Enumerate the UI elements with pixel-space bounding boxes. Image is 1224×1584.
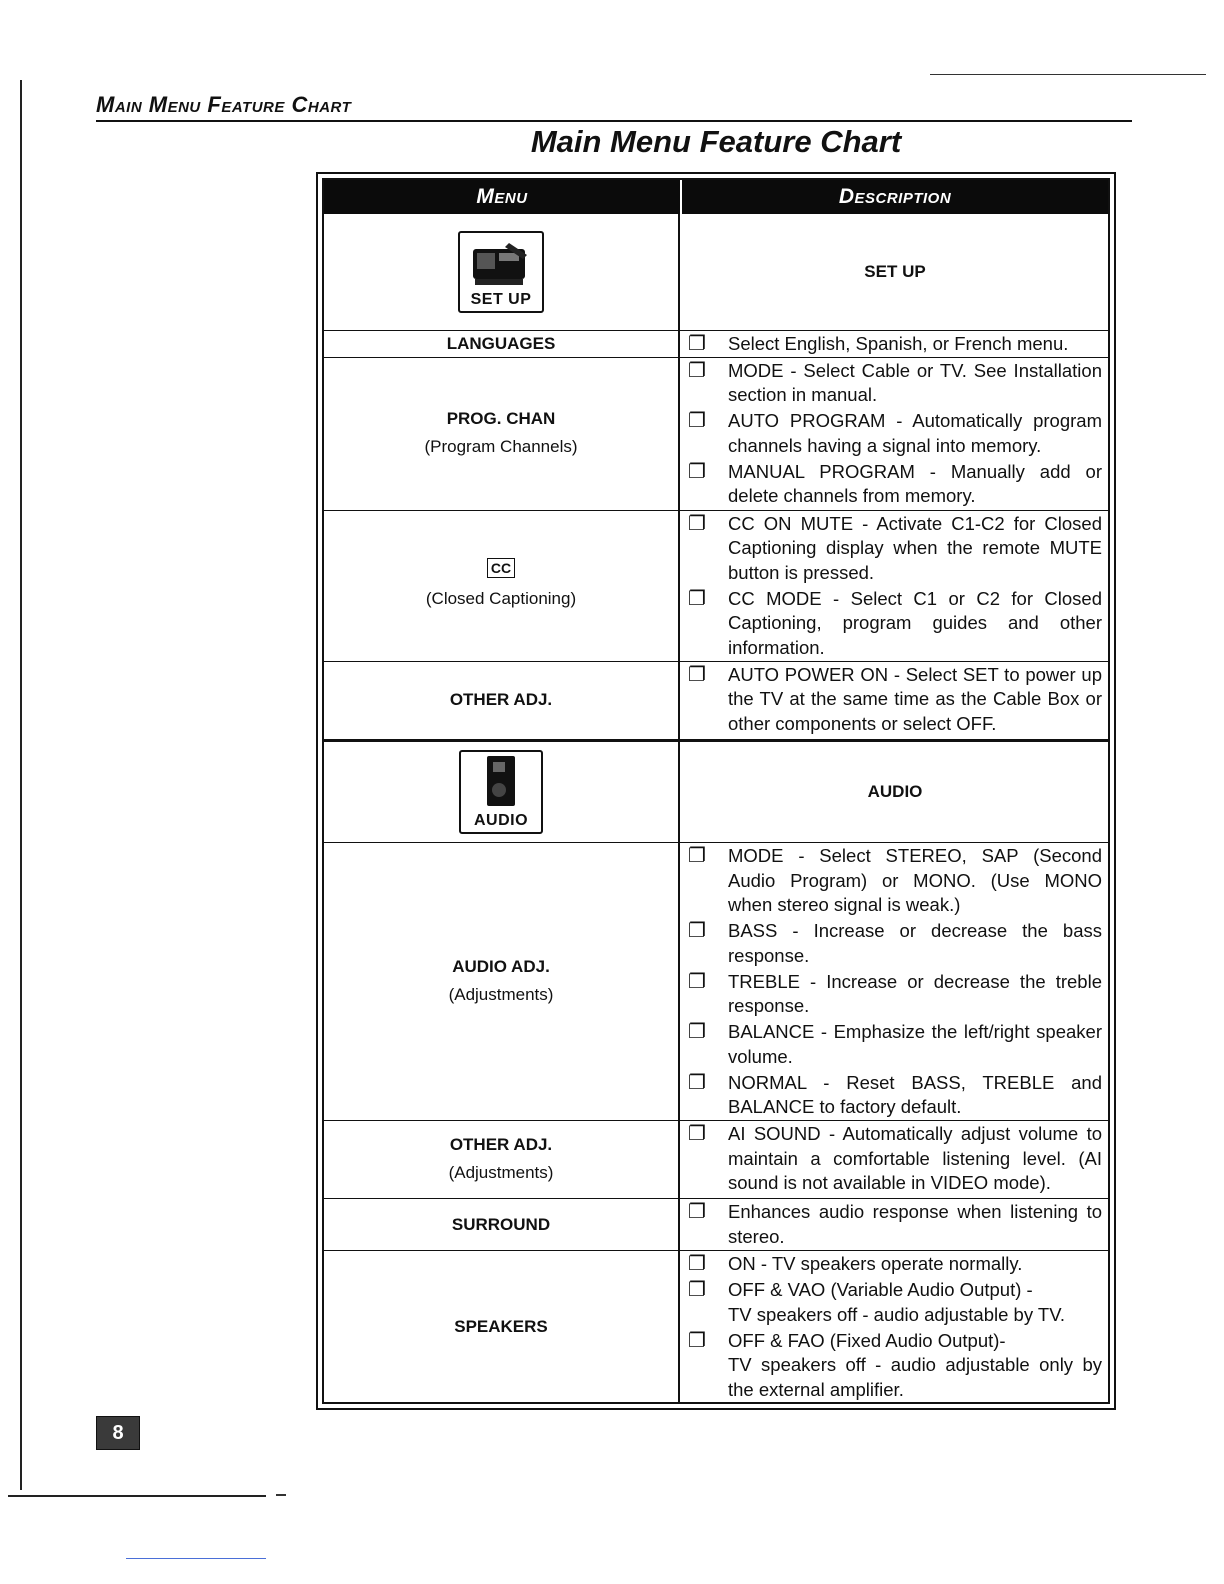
menu-name-audio-adj: AUDIO ADJ. xyxy=(452,956,550,976)
setup-icon-label: SET UP xyxy=(470,290,532,308)
list-item: ❐ AUTO POWER ON - Select SET to power up the TV at the same time as the Cable Box or other components or select OFF. xyxy=(688,663,1102,737)
list-item: ❐ MODE - Select STEREO, SAP (Second Audio Program) or MONO. (Use MONO when stereo signal is weak.) xyxy=(688,844,1102,918)
setup-section-description: SET UP xyxy=(864,261,926,281)
menu-name-speakers: SPEAKERS xyxy=(454,1316,548,1336)
checkbox-icon: ❐ xyxy=(688,970,706,993)
checkbox-icon: ❐ xyxy=(688,332,706,355)
tv-setup-icon xyxy=(469,239,533,289)
speaker-icon xyxy=(481,754,521,810)
table-row-languages xyxy=(324,330,1108,357)
checkbox-icon: ❐ xyxy=(688,512,706,535)
audio-menu-icon xyxy=(459,750,543,834)
table-row-surround xyxy=(324,1198,1108,1250)
table-row-audio-adj xyxy=(324,842,1108,1120)
header-menu: Menu xyxy=(324,180,682,214)
table-row-other-adj-setup xyxy=(324,661,1108,739)
table-row-prog-chan xyxy=(324,357,1108,510)
menu-sub-audio-adj: (Adjustments) xyxy=(448,984,554,1004)
list-item: ❐ AI SOUND - Automatically adjust volume to maintain a comfortable listening level. (AI sound is not available in VIDEO mode). xyxy=(688,1122,1102,1196)
checkbox-icon: ❐ xyxy=(688,1071,706,1094)
bottom-blue-rule xyxy=(126,1558,266,1559)
list-item: ❐ AUTO PROGRAM - Automatically program channels having a signal into memory. xyxy=(688,409,1102,458)
checkbox-icon: ❐ xyxy=(688,663,706,686)
feature-chart-table xyxy=(316,172,1116,1410)
menu-sub-cc: (Closed Captioning) xyxy=(425,588,577,608)
table-row-audio-section xyxy=(324,739,1108,843)
list-item: ❐ OFF & FAO (Fixed Audio Output)- TV speakers off - audio adjustable only by the external amplifier. xyxy=(688,1329,1102,1403)
checkbox-icon: ❐ xyxy=(688,410,706,433)
list-item: ❐ TREBLE - Increase or decrease the treble response. xyxy=(688,970,1102,1019)
menu-name-prog-chan: PROG. CHAN xyxy=(446,408,556,428)
menu-sub-other-adj-audio: (Adjustments) xyxy=(448,1162,554,1182)
bottom-rule xyxy=(8,1495,266,1497)
section-title: Main Menu Feature Chart xyxy=(96,92,1132,122)
list-item: ❐ OFF & VAO (Variable Audio Output) - TV speakers off - audio adjustable by TV. xyxy=(688,1278,1102,1327)
table-row-closed-captioning xyxy=(324,510,1108,661)
list-item: ❐ Select English, Spanish, or French menu. xyxy=(688,332,1069,355)
list-item: ❐ CC ON MUTE - Activate C1-C2 for Closed Captioning display when the remote MUTE button is pressed. xyxy=(688,512,1102,586)
setup-menu-icon xyxy=(458,231,544,313)
left-margin-rule xyxy=(20,80,22,1490)
checkbox-icon: ❐ xyxy=(688,1253,706,1276)
audio-icon-label: AUDIO xyxy=(473,811,529,829)
header-description: Description xyxy=(838,184,952,208)
list-item: ❐ CC MODE - Select C1 or C2 for Closed Captioning, program guides and other information. xyxy=(688,587,1102,661)
list-item: ❐ MANUAL PROGRAM - Manually add or delete channels from memory. xyxy=(688,460,1102,509)
checkbox-icon: ❐ xyxy=(688,1329,706,1352)
menu-name-other-adj-audio: OTHER ADJ. xyxy=(449,1134,553,1154)
checkbox-icon: ❐ xyxy=(688,587,706,610)
checkbox-icon: ❐ xyxy=(688,845,706,868)
checkbox-icon: ❐ xyxy=(688,1279,706,1302)
list-item: ❐ Enhances audio response when listening to stereo. xyxy=(688,1200,1102,1249)
bottom-dash xyxy=(276,1494,286,1496)
list-item: ❐ NORMAL - Reset BASS, TREBLE and BALANCE to factory default. xyxy=(688,1071,1102,1120)
cc-icon: CC xyxy=(487,558,515,578)
menu-sub-prog-chan: (Program Channels) xyxy=(424,436,578,456)
menu-name-surround: SURROUND xyxy=(451,1214,551,1234)
menu-name-other-adj: OTHER ADJ. xyxy=(449,690,553,710)
table-row-speakers xyxy=(324,1250,1108,1402)
list-item: ❐ BASS - Increase or decrease the bass response. xyxy=(688,919,1102,968)
audio-section-description: AUDIO xyxy=(867,781,923,801)
table-row-other-adj-audio xyxy=(324,1120,1108,1198)
list-item: ❐ ON - TV speakers operate normally. xyxy=(688,1253,1023,1276)
menu-name-languages: LANGUAGES xyxy=(446,333,556,353)
checkbox-icon: ❐ xyxy=(688,460,706,483)
list-item: ❐ MODE - Select Cable or TV. See Installation section in manual. xyxy=(688,359,1102,408)
checkbox-icon: ❐ xyxy=(688,1123,706,1146)
checkbox-icon: ❐ xyxy=(688,359,706,382)
checkbox-icon: ❐ xyxy=(688,920,706,943)
checkbox-icon: ❐ xyxy=(688,1021,706,1044)
checkbox-icon: ❐ xyxy=(688,1201,706,1224)
table-row-setup-section xyxy=(324,214,1108,330)
list-item: ❐ BALANCE - Emphasize the left/right speaker volume. xyxy=(688,1020,1102,1069)
top-rule xyxy=(930,74,1206,75)
page-number: 8 xyxy=(96,1416,140,1450)
chart-title: Main Menu Feature Chart xyxy=(530,124,902,159)
table-header xyxy=(324,180,1108,214)
